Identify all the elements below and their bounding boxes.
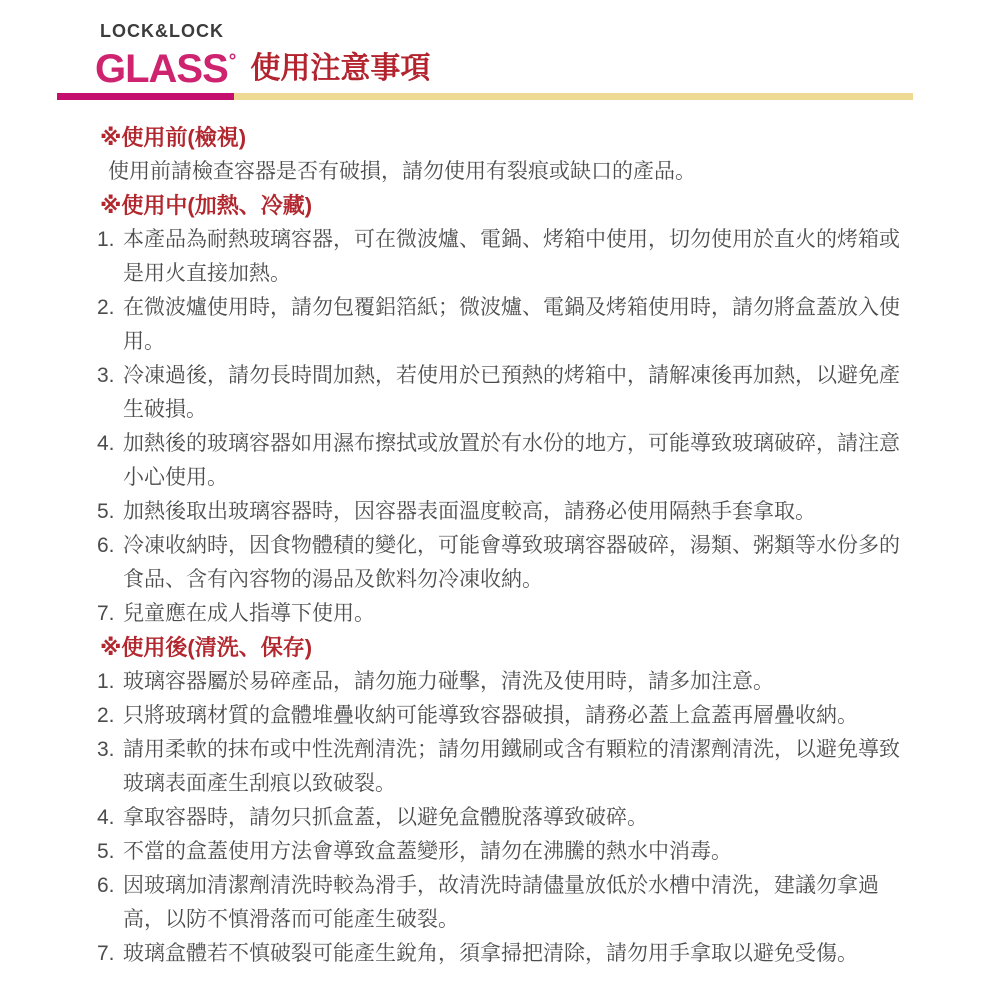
list-item — [97, 699, 909, 733]
list-item-text: 只將玻璃材質的盒體堆疊收納可能導致容器破損，請務必蓋上盒蓋再層疊收納。 — [123, 704, 858, 727]
list-item — [97, 427, 909, 495]
list-item-text: 在微波爐使用時，請勿包覆鋁箔紙；微波爐、電鍋及烤箱使用時，請勿將盒蓋放入使用。 — [123, 296, 900, 353]
list-item-number: 7. — [97, 602, 115, 625]
divider-magenta-segment — [57, 93, 234, 100]
list-item — [97, 529, 909, 597]
list-item — [97, 359, 909, 427]
list-item-text: 本產品為耐熱玻璃容器，可在微波爐、電鍋、烤箱中使用，切勿使用於直火的烤箱或是用火直接加熱。 — [123, 228, 900, 285]
brand-name-glass — [95, 42, 236, 89]
list-item — [97, 495, 909, 529]
header — [0, 0, 1000, 89]
list-item-number: 1. — [97, 228, 115, 251]
list-item — [97, 869, 909, 937]
list-item-text: 加熱後取出玻璃容器時，因容器表面溫度較高，請務必使用隔熱手套拿取。 — [123, 500, 816, 523]
list-item — [97, 733, 909, 801]
list-item-text: 請用柔軟的抹布或中性洗劑清洗；請勿用鐵刷或含有顆粒的清潔劑清洗，以避免導致玻璃表面產生刮痕以致破裂。 — [123, 738, 900, 795]
list-item-text: 冷凍收納時，因食物體積的變化，可能會導致玻璃容器破碎，湯類、粥類等水份多的食品、含有內容物的湯品及飲料勿冷凍收納。 — [123, 534, 900, 591]
list-item — [97, 223, 909, 291]
list-item-number: 4. — [97, 432, 115, 455]
list-item-text: 不當的盒蓋使用方法會導致盒蓋變形，請勿在沸騰的熱水中消毒。 — [123, 840, 732, 863]
list-item-text: 加熱後的玻璃容器如用濕布擦拭或放置於有水份的地方，可能導致玻璃破碎，請注意小心使用。 — [123, 432, 900, 489]
degree-mark-icon: ° — [228, 51, 237, 72]
list-item-text: 兒童應在成人指導下使用。 — [123, 602, 375, 625]
brand-name-lockandlock: LOCK&LOCK — [100, 21, 224, 41]
list-item — [97, 597, 909, 631]
list-item-text: 拿取容器時，請勿只抓盒蓋，以避免盒體脫落導致破碎。 — [123, 806, 648, 829]
header-divider — [57, 93, 913, 100]
list-item-text: 玻璃容器屬於易碎產品，請勿施力碰擊，清洗及使用時，請多加注意。 — [123, 670, 774, 693]
page-title: 使用注意事項 — [250, 52, 431, 85]
list-item-text: 因玻璃加清潔劑清洗時較為滑手，故清洗時請儘量放低於水槽中清洗，建議勿拿過高，以防不慎滑落而可能產生破裂。 — [123, 874, 879, 931]
brand-logo — [0, 20, 236, 89]
list-item-number: 3. — [97, 738, 115, 761]
list-item-number: 5. — [97, 500, 115, 523]
list-item-number: 5. — [97, 840, 115, 863]
section-heading: ※使用中(加熱、冷藏) — [100, 193, 313, 218]
list-item-text: 玻璃盒體若不慎破裂可能產生銳角，須拿掃把清除，請勿用手拿取以避免受傷。 — [123, 942, 858, 965]
list-item-number: 7. — [97, 942, 115, 965]
section-paragraph: 使用前請檢查容器是否有破損，請勿使用有裂痕或缺口的產品。 — [108, 160, 696, 183]
section-heading: ※使用後(清洗、保存) — [100, 635, 313, 660]
list-item — [97, 665, 909, 699]
list-item-number: 2. — [97, 704, 115, 727]
list-item — [97, 291, 909, 359]
list-item-number: 1. — [97, 670, 115, 693]
list-item-number: 6. — [97, 534, 115, 557]
list-item — [97, 801, 909, 835]
list-item — [97, 937, 909, 971]
list-item — [97, 835, 909, 869]
list-item-number: 6. — [97, 874, 115, 897]
brand-glass-text: GLASS — [95, 47, 228, 91]
instructions-content — [97, 121, 909, 971]
divider-yellow-segment — [234, 93, 913, 100]
list-item-number: 3. — [97, 364, 115, 387]
list-item-text: 冷凍過後，請勿長時間加熱，若使用於已預熱的烤箱中，請解凍後再加熱，以避免產生破損。 — [123, 364, 900, 421]
list-item-number: 4. — [97, 806, 115, 829]
list-item-number: 2. — [97, 296, 115, 319]
section-heading: ※使用前(檢視) — [100, 125, 247, 150]
